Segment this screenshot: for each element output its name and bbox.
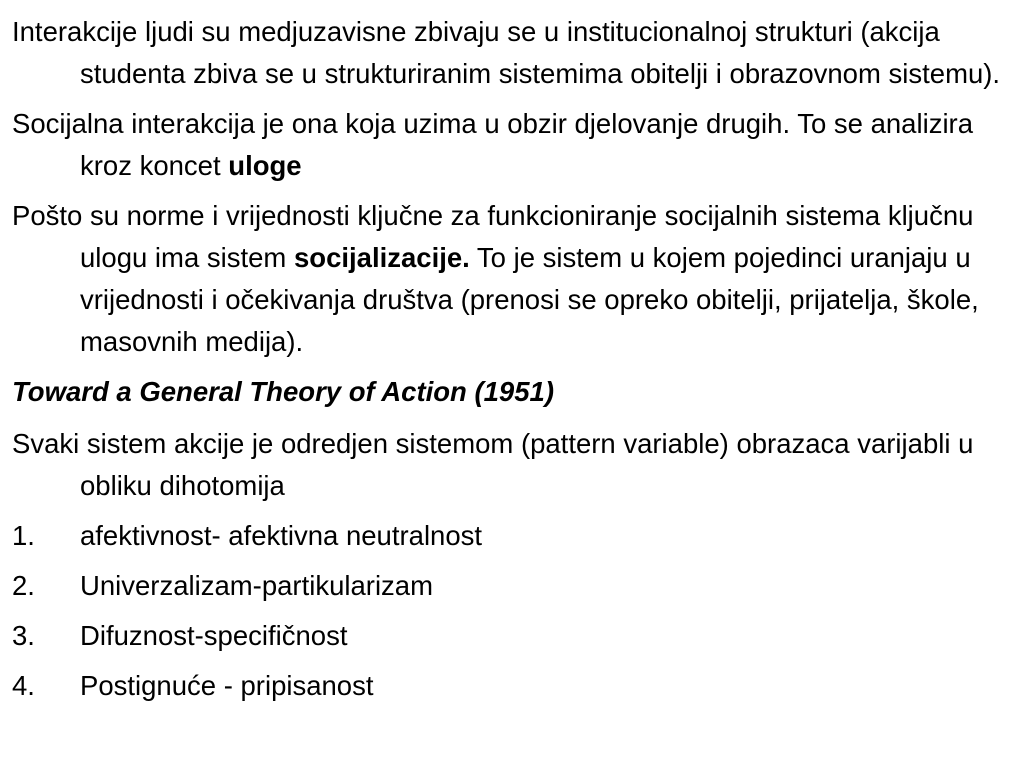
list-item-number: 1. — [12, 520, 35, 551]
list-item-number: 2. — [12, 570, 35, 601]
paragraph-interactions — [12, 11, 1020, 95]
list-item-text: Difuznost-specifičnost — [80, 620, 348, 651]
list-item-number: 4. — [12, 670, 35, 701]
list-item — [12, 565, 1020, 607]
list-item — [12, 665, 1020, 707]
paragraph-pattern-variables — [12, 423, 1020, 507]
term-socijalizacije: socijalizacije. — [293, 242, 470, 273]
book-title-text: Toward a General Theory of Action (1951) — [12, 376, 554, 407]
list-item — [12, 615, 1020, 657]
list-item-text: Univerzalizam-partikularizam — [80, 570, 434, 601]
list-item-number: 3. — [12, 620, 35, 651]
paragraph-pattern-variables-text: Svaki sistem akcije je odredjen sistemom (pattern variable) obrazaca varijabli u obliku dihotomija — [12, 428, 974, 501]
slide-body — [12, 11, 1020, 715]
paragraph-social-interaction-text: Socijalna interakcija je ona koja uzima u obzir djelovanje drugih. To se analizira kroz koncet — [12, 108, 974, 181]
list-item-text: Postignuće - pripisanost — [80, 670, 374, 701]
paragraph-socialization-text-b: To je sistem u kojem pojedinci uranjaju u vrijednosti i očekivanja društva (prenosi se opreko obitelji, prijatelja, škole, masovnih medija). — [80, 242, 979, 357]
paragraph-socialization — [12, 195, 1020, 363]
paragraph-socialization-text-a: Pošto su norme i vrijednosti ključne za funkcioniranje socijalnih sistema ključnu ulogu ima sistem — [12, 200, 974, 273]
paragraph-social-interaction — [12, 103, 1020, 187]
paragraph-interactions-text: Interakcije ljudi su medjuzavisne zbivaju se u institucionalnoj strukturi (akcija studenta zbiva se u strukturiranim sistemima obitelji i obrazovnom sistemu). — [12, 16, 1001, 89]
list-item — [12, 515, 1020, 557]
list-item-text: afektivnost- afektivna neutralnost — [80, 520, 483, 551]
pattern-variable-list — [12, 515, 1020, 707]
term-uloge: uloge — [228, 150, 302, 181]
book-title-heading — [12, 371, 1020, 413]
